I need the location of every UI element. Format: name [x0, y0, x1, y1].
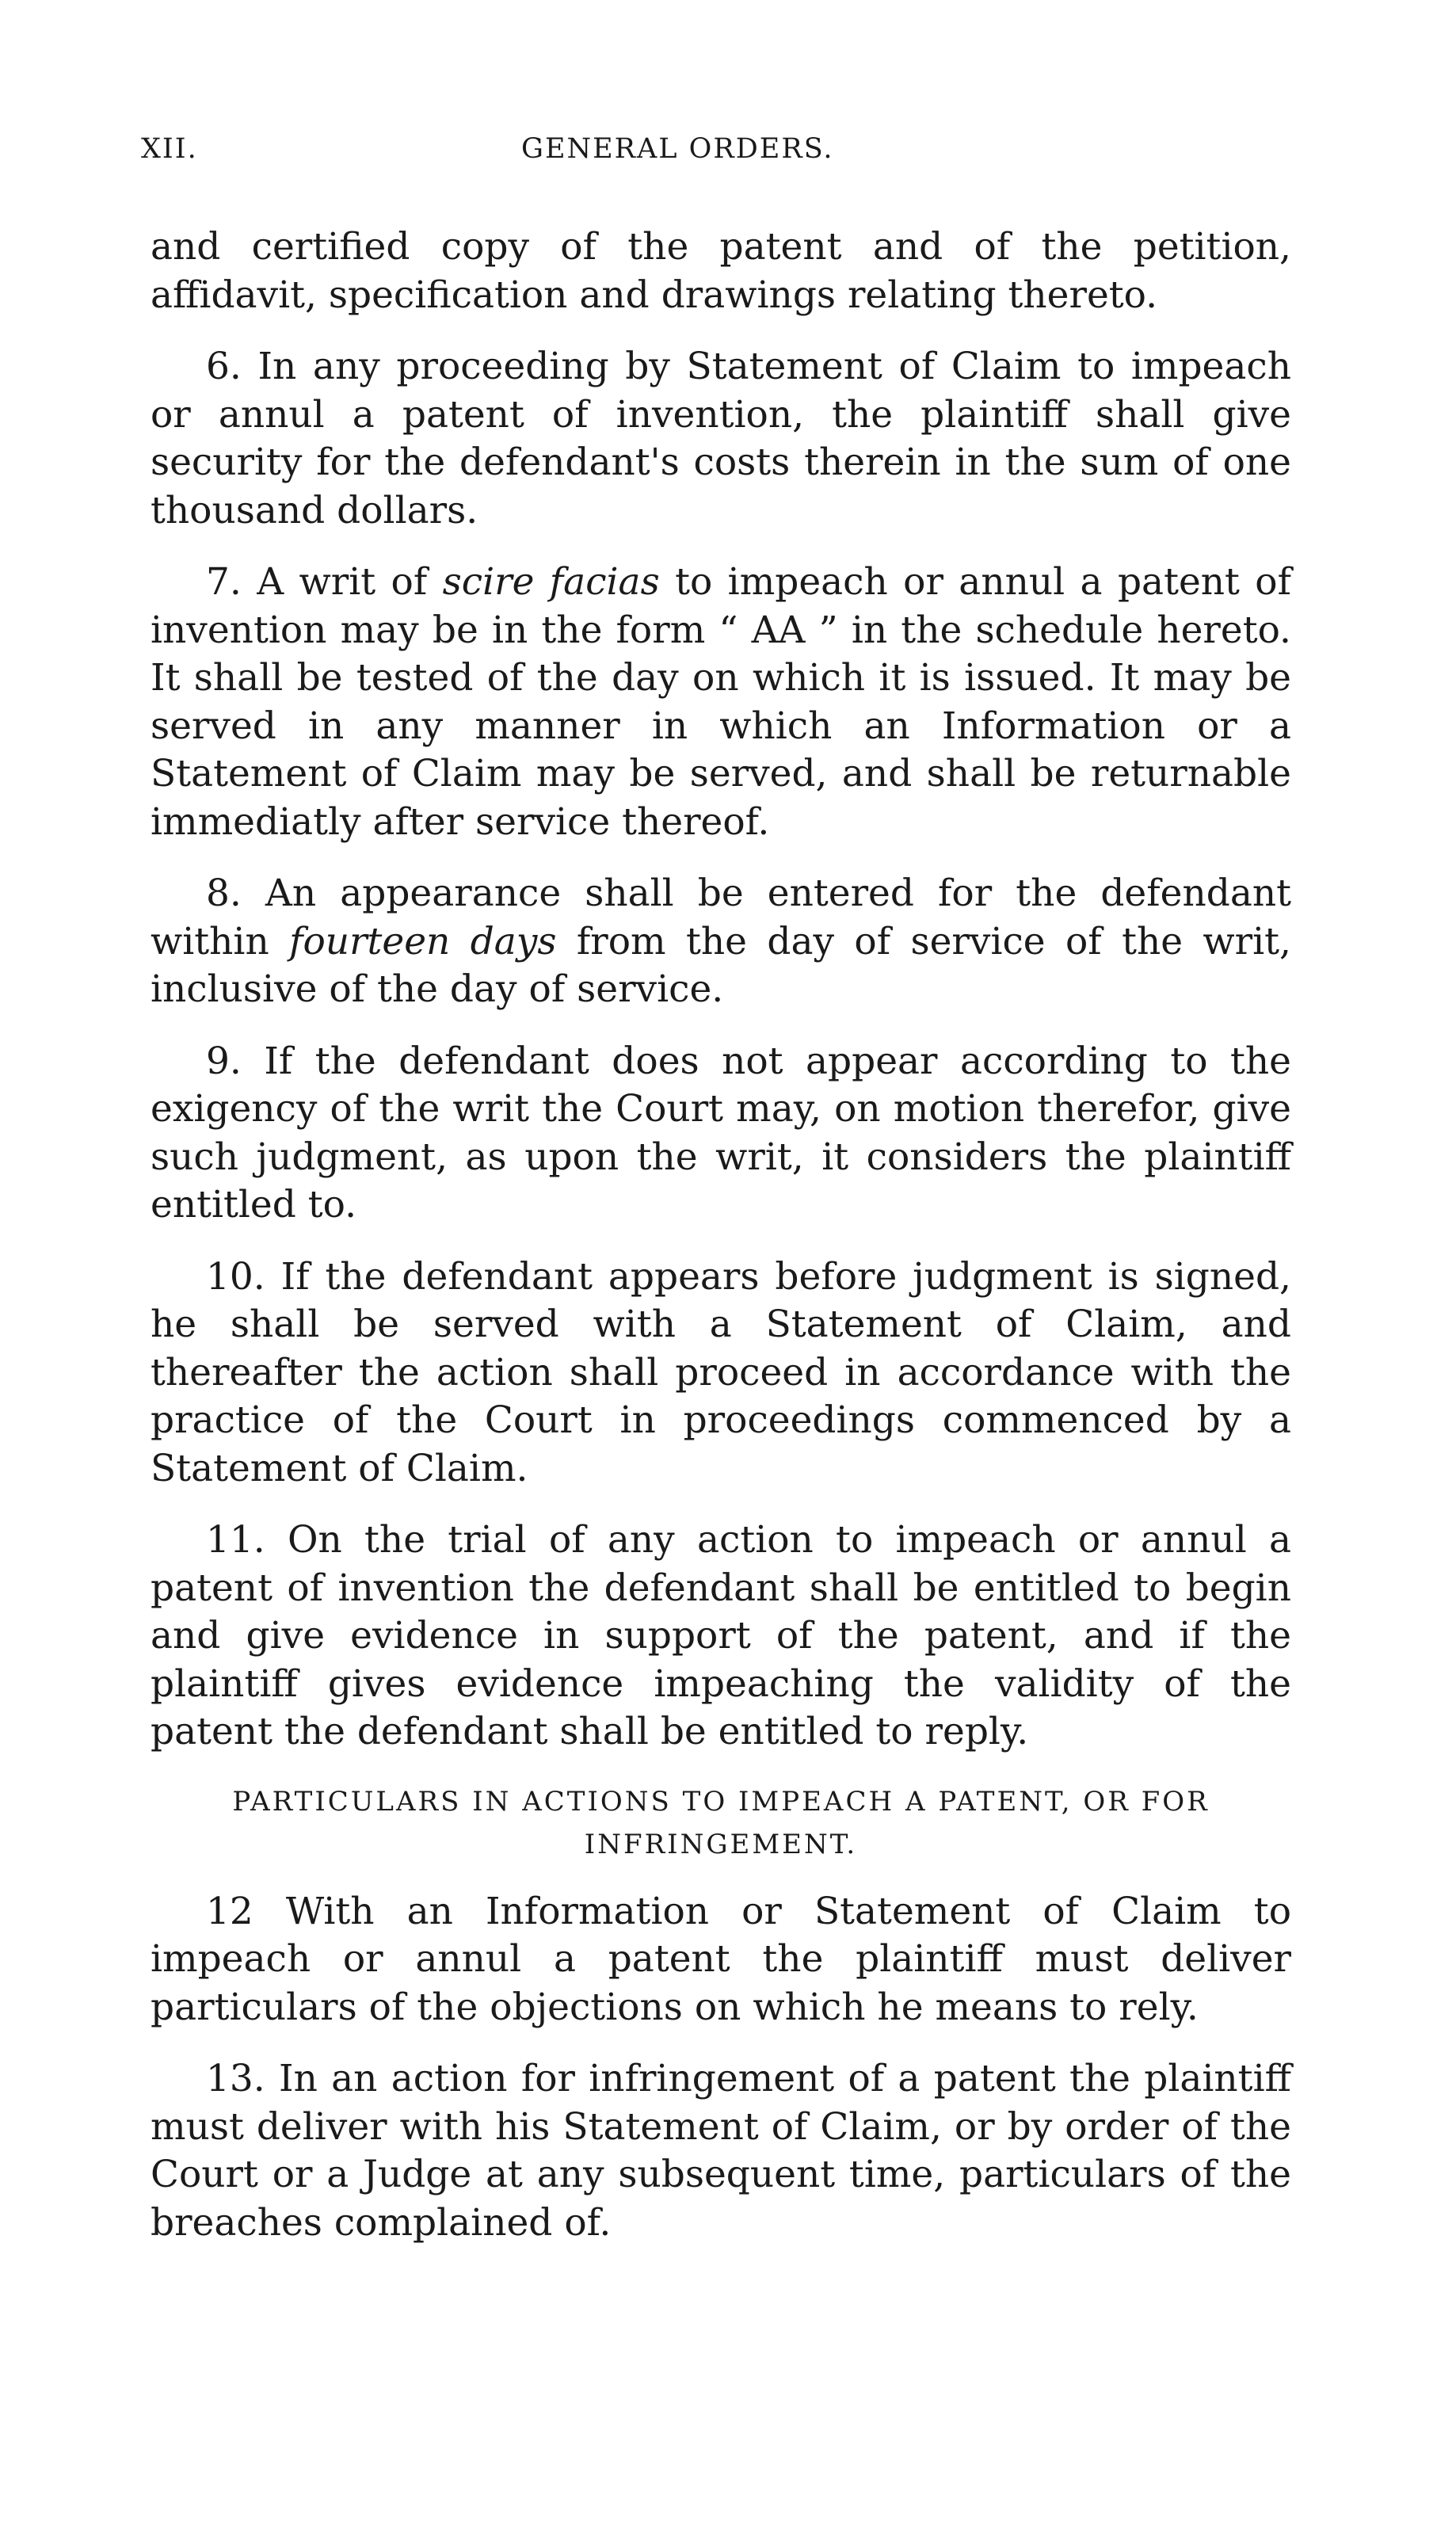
rule-8-text-start: 8. An appearance shall be entered for the defendant within	[151, 872, 1291, 963]
running-head	[141, 133, 1298, 181]
rule-8-text-end: from the day of service of the writ, inclusive of the day of service.	[151, 919, 1291, 1011]
paragraph-rule-7	[151, 559, 1291, 846]
running-title: GENERAL ORDERS.	[521, 133, 834, 165]
paragraph-continuation: and certified copy of the patent and of the petition, affidavit, specification and drawings relating thereto.	[151, 225, 1291, 317]
paragraph-rule-12: 12 With an Information or Statement of Claim to impeach or annul a patent the plaintiff must deliver particulars of the objections on which he means to rely.	[151, 1889, 1291, 2029]
page-number: XII.	[141, 133, 198, 165]
body-text	[151, 223, 1291, 2271]
paragraph-rule-10: 10. If the defendant appears before judgment is signed, he shall be served with a Statement of Claim, and thereafter the action shall proceed in accordance with the practice of the Court in proceedings commenced by a Statement of Claim.	[151, 1254, 1291, 1490]
rule-7-italic-term: scire facias	[442, 560, 660, 604]
section-heading: PARTICULARS IN ACTIONS TO IMPEACH A PATENT, OR FOR INFRINGEMENT.	[232, 1785, 1210, 1860]
paragraph-rule-6: 6. In any proceeding by Statement of Claim to impeach or annul a patent of invention, the plaintiff shall give security for the defendant's costs therein in the sum of one thousand dollars.	[151, 345, 1291, 532]
paragraph-rule-13: 13. In an action for infringement of a patent the plaintiff must deliver with his Statement of Claim, or by order of the Court or a Judge at any subsequent time, particulars of the breaches complained of.	[151, 2057, 1291, 2245]
rule-7-text-end: to impeach or annul a patent of invention may be in the form “ AA ” in the schedule hereto. It shall be tested of the day on which it is issued. It may be served in any manner in which an Information or a Statement of Claim may be served, and shall be returnable immediatly after service thereof.	[151, 560, 1292, 844]
rule-7-text-start: 7. A writ of	[206, 560, 443, 604]
paragraph-rule-9: 9. If the defendant does not appear according to the exigency of the writ the Court may, on motion therefor, give such judgment, as upon the writ, it considers the plaintiff entitled to.	[151, 1039, 1291, 1226]
rule-8-italic-term: fourteen days	[289, 919, 557, 963]
paragraph-rule-11: 11. On the trial of any action to impeach or annul a patent of invention the defendant shall be entitled to begin and give evidence in support of the patent, and if the plaintiff gives evidence impeaching the validity of the patent the defendant shall be entitled to reply.	[151, 1518, 1291, 1753]
paragraph-rule-8	[151, 870, 1291, 1014]
